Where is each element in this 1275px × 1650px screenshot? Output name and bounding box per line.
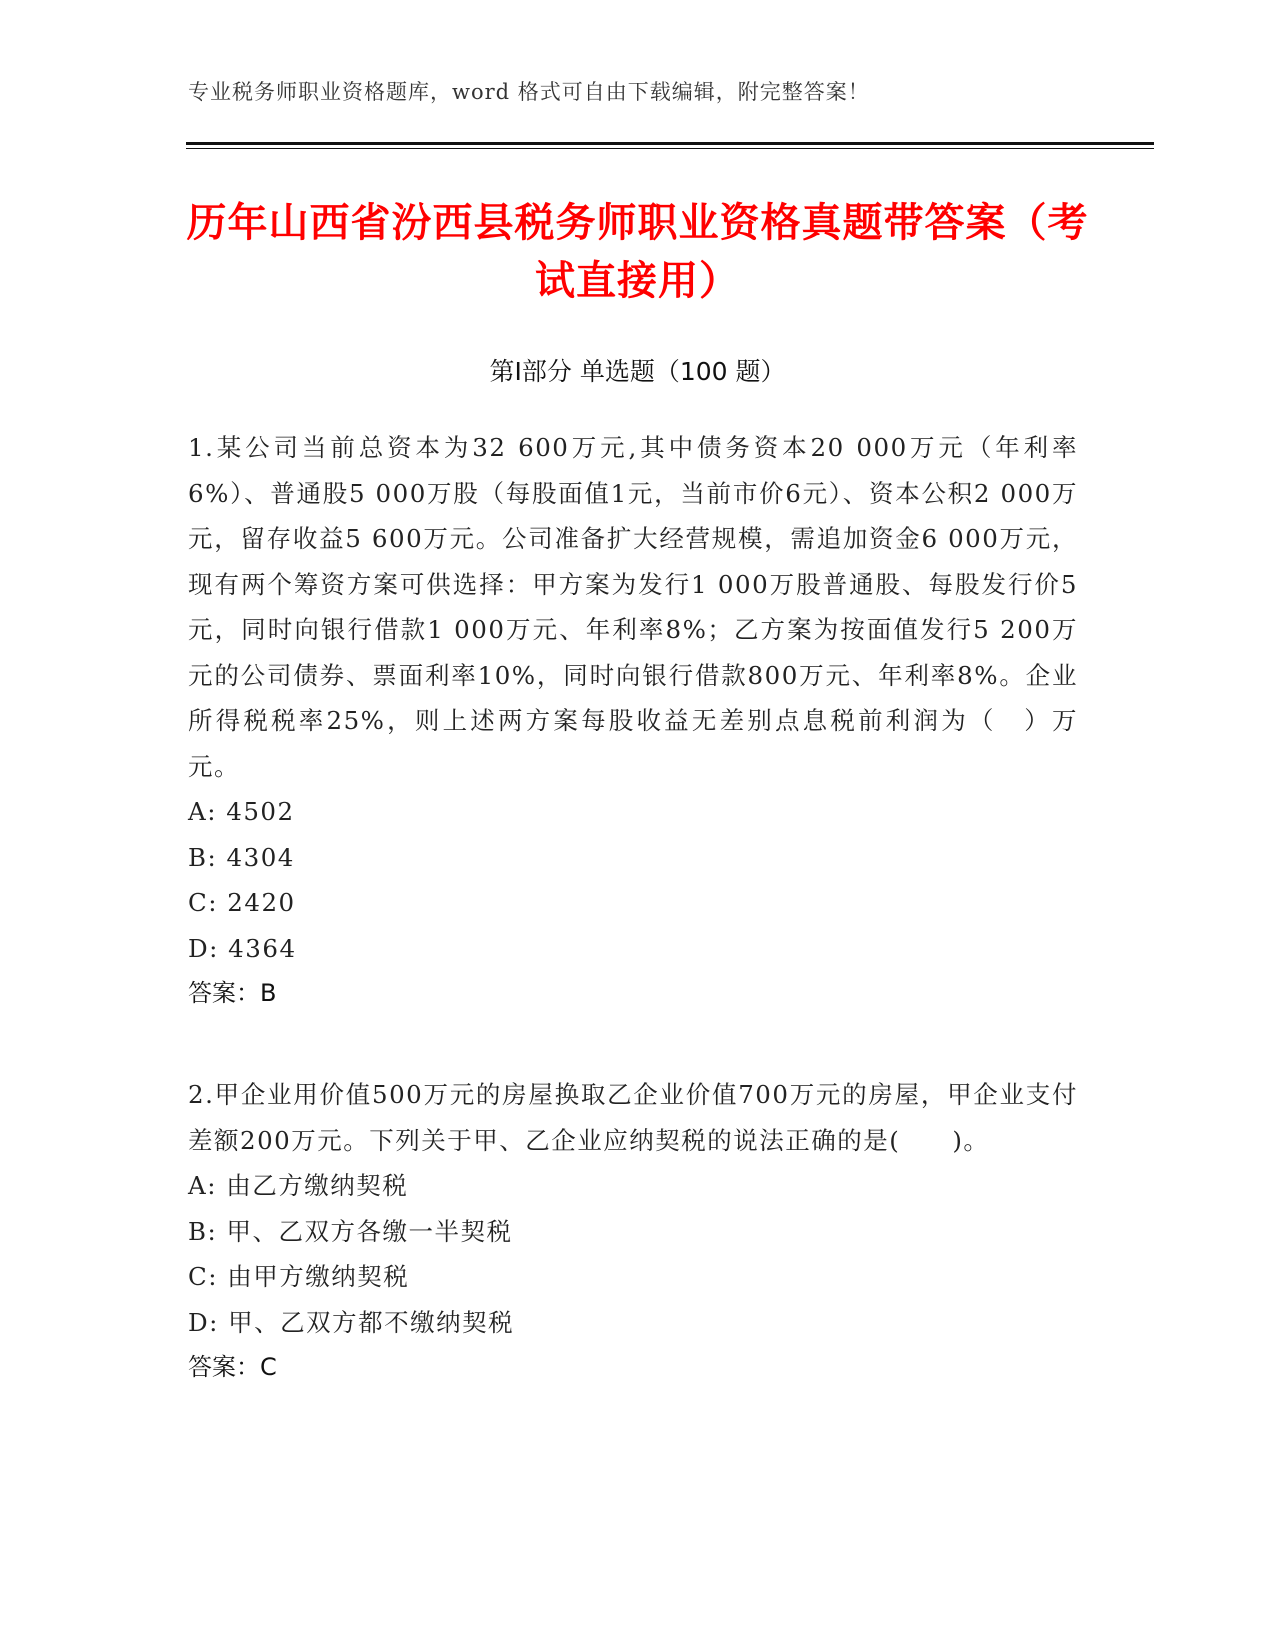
option-a: A: 4502 <box>188 797 295 826</box>
question-2 <box>188 1072 1078 1389</box>
question-1 <box>188 425 1078 1015</box>
header-divider-thick <box>186 142 1154 145</box>
section-title: 第Ⅰ部分 单选题（100 题） <box>489 357 786 386</box>
header-note: 专业税务师职业资格题库，word 格式可自由下载编辑，附完整答案！ <box>188 80 870 104</box>
question-stem: 2.甲企业用价值500万元的房屋换取乙企业价值700万元的房屋，甲企业支付差额200万元。下列关于甲、乙企业应纳契税的说法正确的是( )。 <box>188 1080 1078 1155</box>
answer-line: 答案：B <box>188 979 277 1007</box>
option-d: D: 甲、乙双方都不缴纳契税 <box>188 1307 515 1337</box>
option-c: C: 由甲方缴纳契税 <box>188 1262 410 1291</box>
option-b: B: 4304 <box>188 842 295 872</box>
question-stem: 1.某公司当前总资本为32 600万元,其中债务资本20 000万元（年利率6%）、普通股5 000万股（每股面值1元，当前市价6元）、资本公积2 000万元，留存收益5 600万元。公司准备扩大经营规模，需追加资金6 000万元，现有两个筹资方案可供选择：甲方案为发行1 000万股普通股、每股发行价5元，同时向银行借款1 000万元、年利率8%；乙方案为按面值发行5 200万元的公司债券、票面利率10%，同时向银行借款800万元、年利率8%。企业所得税税率25%，则上述两方案每股收益无差别点息税前利润为（ ）万元。 <box>188 433 1078 781</box>
option-d: D: 4364 <box>188 933 297 963</box>
option-b: B: 甲、乙双方各缴一半契税 <box>188 1216 513 1246</box>
option-c: C: 2420 <box>188 888 296 917</box>
option-a: A: 由乙方缴纳契税 <box>188 1171 409 1200</box>
document-title: 历年山西省汾西县税务师职业资格真题带答案（考试直接用） <box>186 200 1089 304</box>
header-divider-thin <box>186 148 1154 149</box>
answer-line: 答案：C <box>188 1353 277 1381</box>
